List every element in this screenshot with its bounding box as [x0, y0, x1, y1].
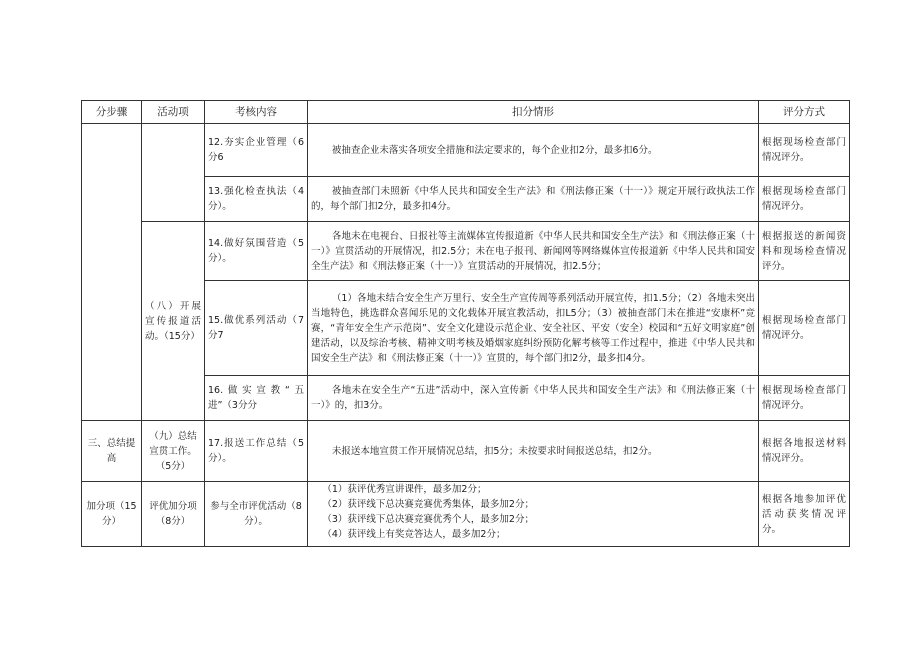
- bonus-list: [311, 482, 755, 546]
- method-cell: 根据现场检查部门情况评分。: [759, 177, 850, 222]
- bonus-item: （1）获评优秀宣讲课件，最多加2分；: [322, 484, 487, 495]
- header-row: [82, 101, 850, 124]
- content-cell: 17.报送工作总结（5分）。: [205, 421, 308, 482]
- bonus-item: （2）获评线下总决赛竞赛优秀集体，最多加2分；: [322, 499, 534, 510]
- activity-cell: 评优加分项（8分）: [142, 482, 205, 547]
- content-cell: 15.做优系列活动（7分7: [205, 281, 308, 376]
- header-content: 考核内容: [205, 101, 308, 124]
- bonus-item: （3）获评线下总决赛竞赛优秀个人，最多加2分；: [322, 514, 534, 525]
- activity-cell-empty: [142, 124, 205, 222]
- header-deduction: 扣分情形: [308, 101, 759, 124]
- table-row: [82, 124, 850, 177]
- deduction-cell: 被抽查部门未照新《中华人民共和国安全生产法》和《刑法修正案（十一）》规定开展行政执法工作的，每个部门扣2分，最多扣4分。: [308, 177, 759, 222]
- deduction-cell: 未报送本地宣贯工作开展情况总结，扣5分；未按要求时间报送总结，扣2分。: [308, 421, 759, 482]
- activity-cell: （八）开展宣传报道活动。（15分）: [142, 222, 205, 421]
- method-cell: 根据现场检查部门情况评分。: [759, 124, 850, 177]
- method-cell: 根据报送的新闻资料和现场检查情况评分。: [759, 222, 850, 281]
- method-cell: 根据现场检查部门情况评分。: [759, 281, 850, 376]
- step-cell-empty: [82, 124, 142, 421]
- bonus-list-cell: [308, 482, 759, 547]
- content-cell: 13.强化检查执法（4分）。: [205, 177, 308, 222]
- assessment-table: [81, 100, 850, 547]
- deduction-cell: 各地未在安全生产“五进”活动中，深入宣传新《中华人民共和国安全生产法》和《刑法修正案（十一）》的，扣3分。: [308, 376, 759, 421]
- header-method: 评分方式: [759, 101, 850, 124]
- method-cell: 根据现场检查部门情况评分。: [759, 376, 850, 421]
- step-cell: 三、总结提高: [82, 421, 142, 482]
- content-cell: 16.做实宣教“五进”（3分分: [205, 376, 308, 421]
- bonus-item: （4）获评线上有奖竞答达人，最多加2分；: [322, 529, 506, 540]
- content-cell: 参与全市评优活动（8分）。: [205, 482, 308, 547]
- table-row: [82, 421, 850, 482]
- header-step: 分步骤: [82, 101, 142, 124]
- method-cell: 根据各地参加评优活动获奖情况评分。: [759, 482, 850, 547]
- deduction-cell: 被抽查企业未落实各项安全措施和法定要求的，每个企业扣2分，最多扣6分。: [308, 124, 759, 177]
- step-cell: 加分项（15分）: [82, 482, 142, 547]
- header-activity: 活动项: [142, 101, 205, 124]
- table-row: [82, 222, 850, 281]
- activity-cell: （九）总结宣贯工作。（5分）: [142, 421, 205, 482]
- content-cell: 12.夯实企业管理（6分6: [205, 124, 308, 177]
- table-row: [82, 482, 850, 547]
- method-cell: 根据各地报送材料情况评分。: [759, 421, 850, 482]
- content-cell: 14.做好氛围营造（5分）。: [205, 222, 308, 281]
- deduction-cell: 各地未在电视台、日报社等主流媒体宣传报道新《中华人民共和国安全生产法》和《刑法修正案（十一）》宣贯活动的开展情况，扣2.5分；未在电子报刊、新闻网等网络媒体宣传报道新《中华人民共和国安全生产法》和《刑法修正案（十一）》宣贯活动的开展情况，扣2.5分；: [308, 222, 759, 281]
- deduction-cell: （1）各地未结合安全生产万里行、安全生产宣传周等系列活动开展宣传，扣1.5分；（2）各地未突出当地特色，挑选群众喜闻乐见的文化载体开展宣教活动，扣L5分；（3）被抽查部门未在推进“安康杯”竞赛，“青年安全生产示范岗”、安全文化建设示范企业、安全社区、平安（安全）校园和“五好文明家庭”创建活动，以及综治考核、精神文明考核及婚烟家庭纠纷预防化解考核等工作过程中，推进《中华人民共和国安全生产法》和《刑法修正案（十一）》宣贯的，每个部门扣2分，最多扣4分。: [308, 281, 759, 376]
